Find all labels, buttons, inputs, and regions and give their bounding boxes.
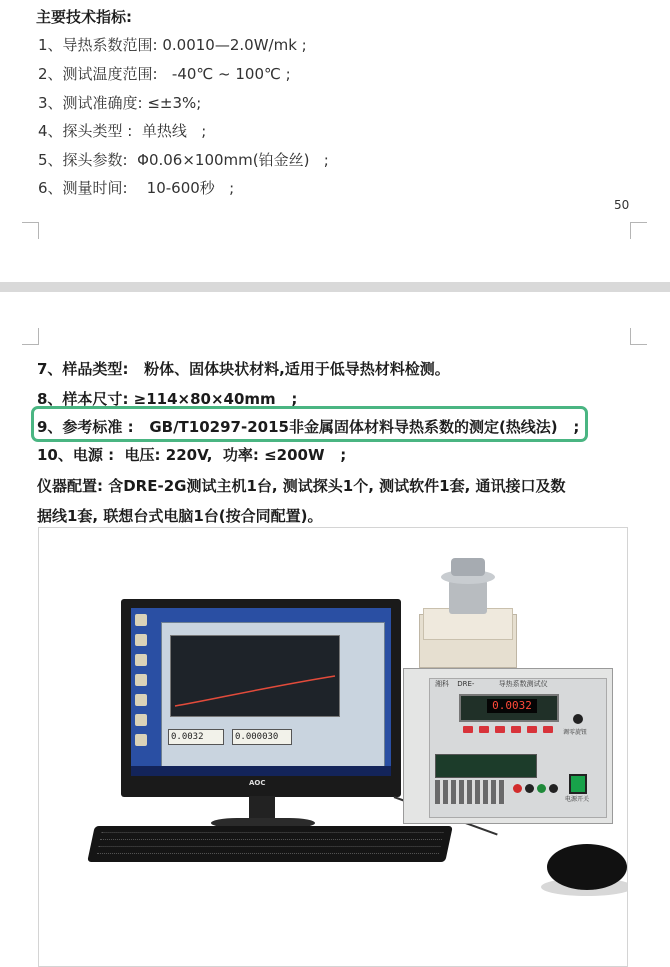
spec-line-10: 10、电源 : 电压: 220V, 功率: ≤200W ; <box>37 446 347 464</box>
spec-line-1: 1、导热系数范围: 0.0010—2.0W/mk ; <box>38 36 307 54</box>
crop-mark-top-right <box>630 328 647 345</box>
instrument-brand: 湘科 <box>435 680 449 688</box>
spec-line-3: 3、测试准确度: ≤±3%; <box>38 94 202 112</box>
spec-line-2: 2、测试温度范围: -40℃ ~ 100℃ ; <box>38 65 291 83</box>
spec-line-5: 5、探头参数: Φ0.06×100mm(铂金丝) ; <box>38 151 329 169</box>
panel-button <box>479 726 489 733</box>
desktop-icon <box>135 614 147 626</box>
desktop-icon <box>135 654 147 666</box>
spec-line-4: 4、探头类型 : 单热线 ; <box>38 122 207 140</box>
keypad <box>435 780 505 804</box>
spec-line-6: 6、测量时间: 10-600秒 ; <box>38 179 235 197</box>
panel-button <box>511 726 521 733</box>
spec-line-8: 8、样本尺寸: ≥114×80×40mm ; <box>37 390 298 408</box>
panel-button <box>463 726 473 733</box>
desktop-icon <box>135 714 147 726</box>
desktop-icon <box>135 694 147 706</box>
weight-top <box>451 558 485 576</box>
desktop-icon <box>135 734 147 746</box>
key-row <box>100 832 443 838</box>
black-jack <box>525 784 534 793</box>
curve-plot <box>170 635 340 717</box>
page-number: 50 <box>614 198 630 212</box>
crop-mark-top-left <box>22 328 39 345</box>
panel-button <box>527 726 537 733</box>
key-row <box>99 839 442 845</box>
instrument-model: DRE- <box>457 680 475 688</box>
panel-button <box>543 726 553 733</box>
power-label: 电源开关 <box>565 796 590 803</box>
desktop-icon <box>135 634 147 646</box>
section-heading: 主要技术指标: <box>36 8 132 26</box>
keyboard <box>87 826 453 862</box>
document-page-top <box>0 0 670 282</box>
knob-label: 调零旋钮 <box>563 729 588 736</box>
green-jack <box>537 784 546 793</box>
monitor-logo: AOC <box>249 779 266 787</box>
panel-button <box>495 726 505 733</box>
screen-reading-1: 0.0032 <box>168 729 224 745</box>
red-jack <box>513 784 522 793</box>
key-row <box>97 846 440 852</box>
spec-line-9: 9、参考标准 : GB/T10297-2015非金属固体材料导热系数的测定(热线法) ; <box>37 418 580 436</box>
weight-block <box>449 580 487 614</box>
power-switch <box>569 774 587 794</box>
taskbar <box>131 766 391 776</box>
instrument-label <box>435 679 548 689</box>
product-photo <box>38 527 628 967</box>
config-line-2: 据线1套, 联想台式电脑1台(按合同配置)。 <box>37 507 323 525</box>
secondary-display <box>435 754 537 778</box>
software-window <box>161 622 385 772</box>
config-line-1: 仪器配置: 含DRE-2G测试主机1台, 测试探头1个, 测试软件1套, 通讯接口及数 <box>37 477 566 495</box>
key-row <box>96 853 439 859</box>
black-jack <box>549 784 558 793</box>
mouse <box>547 844 627 890</box>
crop-mark-bottom-right <box>630 222 647 239</box>
instrument-name: 导热系数测试仪 <box>498 680 548 688</box>
instrument-display: 0.0032 <box>487 699 537 713</box>
monitor-screen <box>131 608 391 776</box>
spec-line-7: 7、样品类型: 粉体、固体块状材料,适用于低导热材料检测。 <box>37 360 450 378</box>
screen-reading-2: 0.000030 <box>232 729 292 745</box>
page-separator <box>0 282 670 292</box>
curve-line <box>171 636 339 716</box>
zero-knob <box>573 714 583 724</box>
crop-mark-bottom-left <box>22 222 39 239</box>
desktop-icon <box>135 674 147 686</box>
